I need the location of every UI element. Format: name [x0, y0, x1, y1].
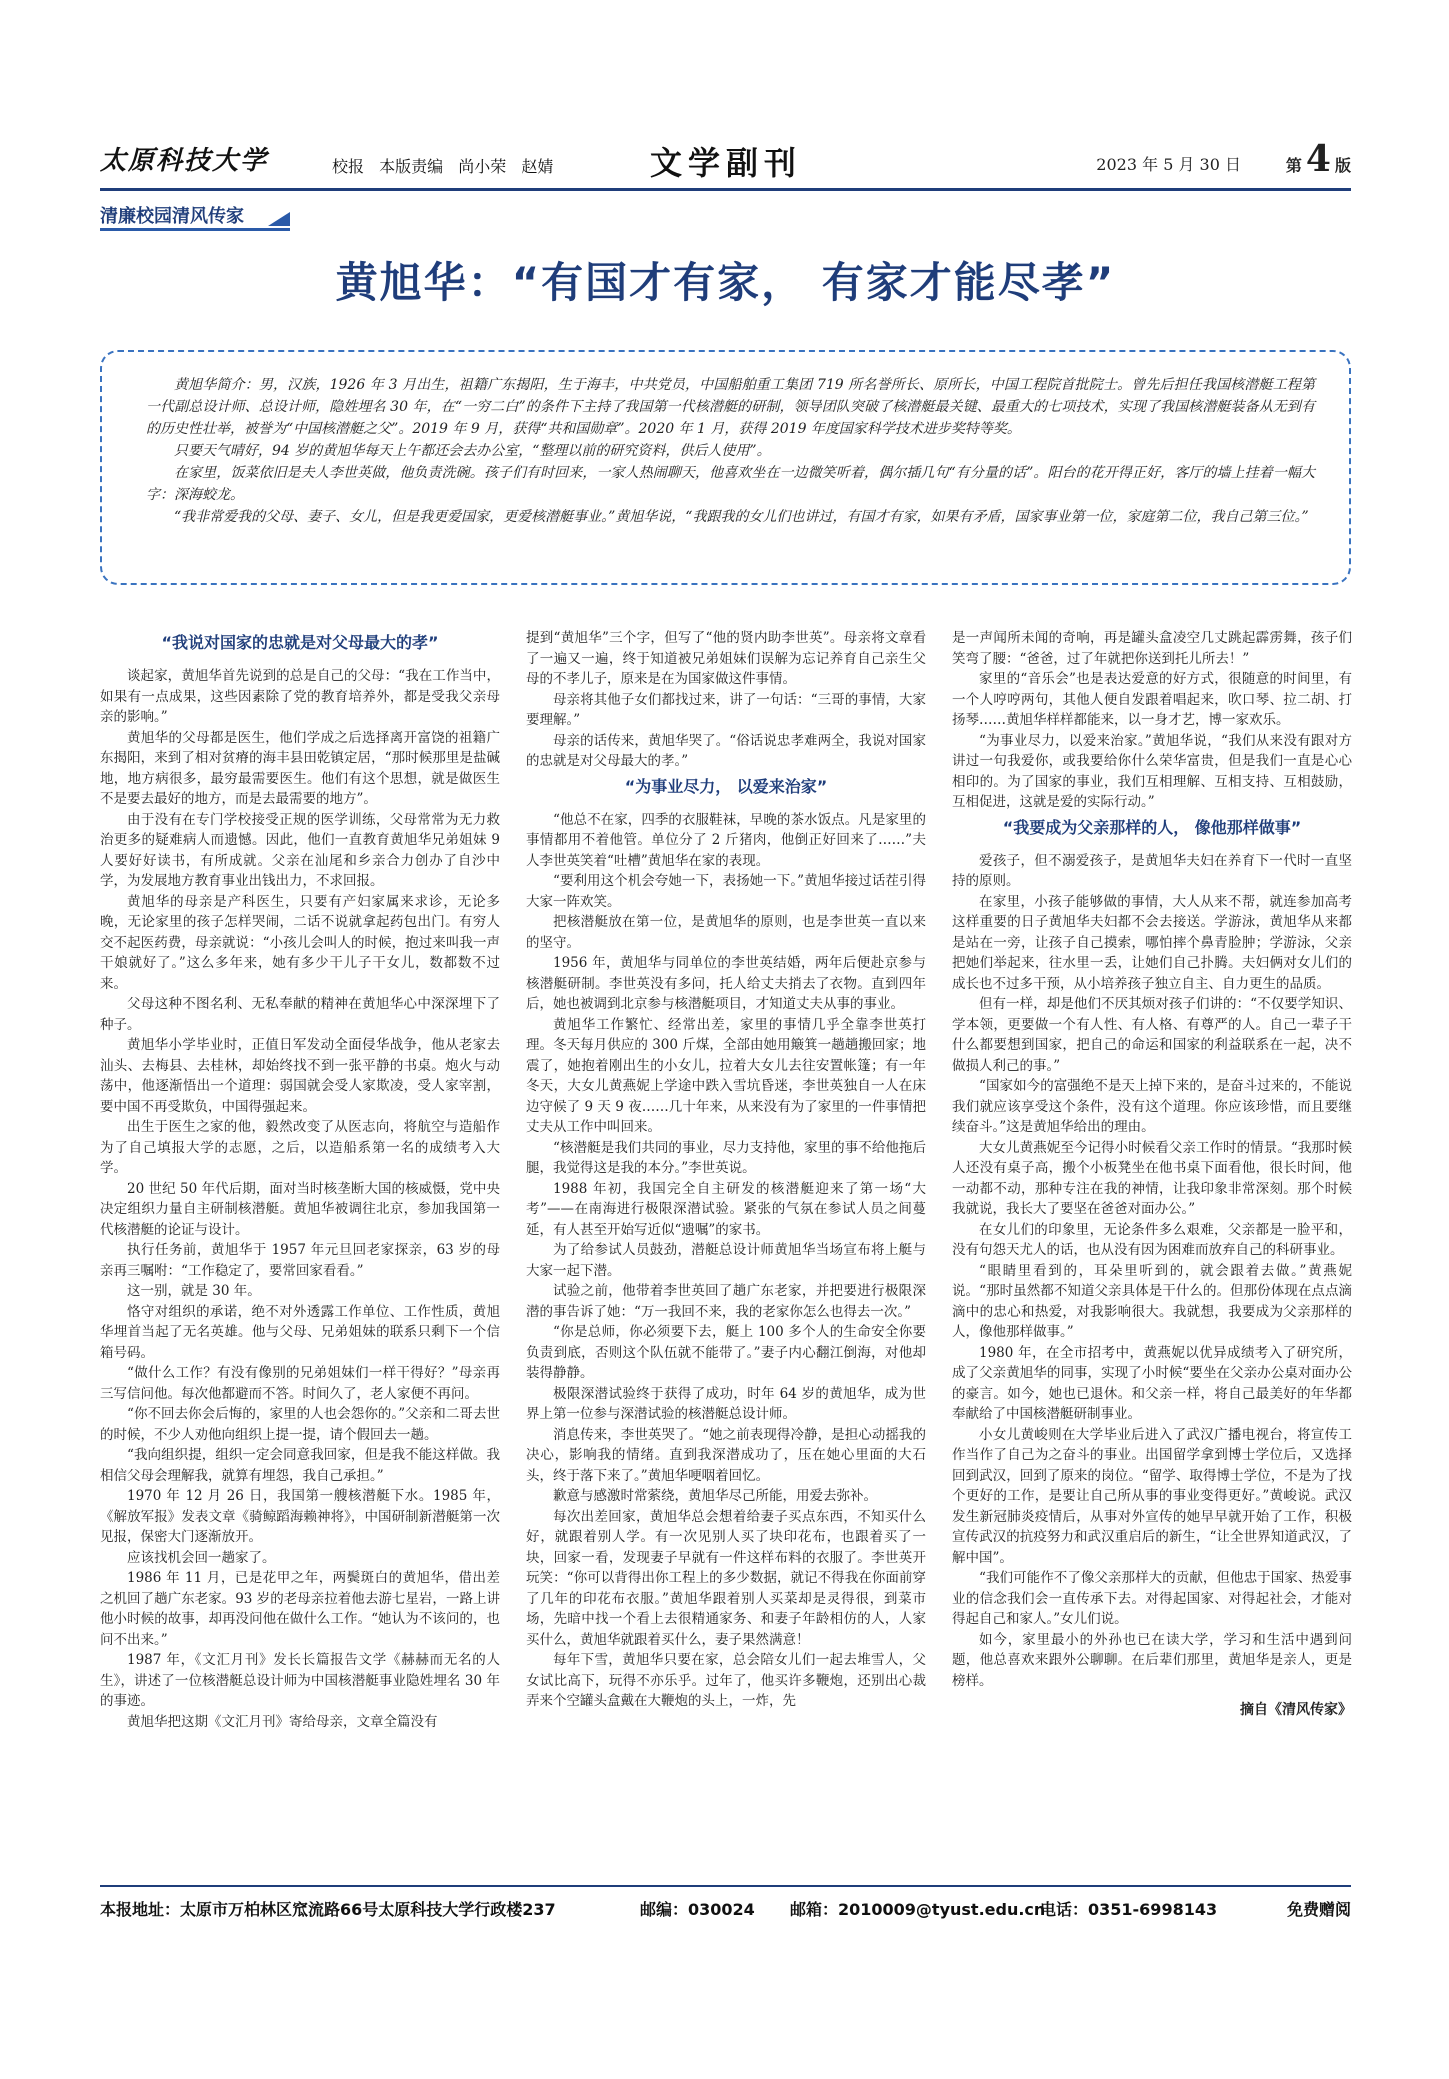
- editor-label: 本版责编: [379, 157, 444, 176]
- section-title: 文学副刊: [650, 144, 803, 182]
- body-paragraph: 1987 年，《文汇月刊》发长长篇报告文学《赫赫而无名的人生》，讲述了一位核潜艇总设计师为中国核潜艇事业隐姓埋名 30 年的事迹。: [100, 1652, 500, 1709]
- body-paragraph: “他总不在家，四季的衣服鞋袜，早晚的茶水饭点。凡是家里的事情都用不着他管。单位分了 2 斤猪肉，他倒正好回来了……”夫人李世英笑着“吐槽”黄旭华在家的表现。: [526, 811, 926, 869]
- body-paragraph: 歉意与感激时常萦绕，黄旭华尽己所能，用爱去弥补。: [553, 1488, 877, 1504]
- body-paragraph: 20 世纪 50 年代后期，面对当时核垄断大国的核威慑，党中央决定组织力量自主研制核潜艇。黄旭华被调往北京，参加我国第一代核潜艇的论证与设计。: [100, 1180, 500, 1238]
- body-paragraph: 提到“黄旭华”三个字，但写了“他的贤内助李世英”。母亲将文章看了一遍又一遍，终于知道被兄弟姐妹们误解为忘记养育自己亲生父母的不孝儿子，原来是在为国家做这件事情。: [526, 630, 926, 687]
- column-1: [100, 628, 500, 1873]
- body-paragraph: “你不回去你会后悔的，家里的人也会怨你的。”父亲和二哥去世的时候，不少人劝他向组织上提一提，请个假回去一趟。: [100, 1406, 500, 1443]
- subheading-3: “ 我要成为父亲那样的人， 像他那样做事 ”: [952, 817, 1352, 839]
- page-indicator: [1286, 138, 1351, 180]
- body-paragraph: 大女儿黄燕妮至今记得小时候看父亲工作时的情景。“我那时候人还没有桌子高，搬个小板凳坐在他书桌下面看他，很长时间，他一动都不动，那种专注在我的神情，让我印象非常深刻。那个时候我就说，我长大了要坚在爸爸对面办公。”: [952, 1139, 1352, 1217]
- body-paragraph: 由于没有在专门学校接受正规的医学训练，父母常常为无力救治更多的疑难病人而遗憾。因此，他们一直教育黄旭华兄弟姐妹 9 人要好好读书，有所成就。父亲在汕尾和乡亲合力创办了自沙中学，为发展地方教育事业出钱出力，不求回报。: [100, 811, 500, 889]
- body-paragraph: 但有一样，却是他们不厌其烦对孩子们讲的：“不仅要学知识、学本领，更要做一个有人性、有人格、有尊严的人。自己一辈子干什么都要想到国家，把自己的命运和国家的利益联系在一起，决不做损人利己的事。”: [952, 996, 1352, 1074]
- body-paragraph: 黄旭华小学毕业时，正值日军发动全面侵华战争，他从老家去汕头、去梅县、去桂林，却始终找不到一张平静的书桌。炮火与动荡中，他逐渐悟出一个道理：弱国就会受人家欺凌，受人家宰割，要中国不再受欺负，中国得强起来。: [100, 1037, 500, 1115]
- masthead: [100, 138, 1351, 184]
- column-3: [952, 628, 1352, 1873]
- body-paragraph: 谈起家，黄旭华首先说到的总是自己的父母：“我在工作当中，如果有一点成果，这些因素除了党的教育培养外，都是受我父亲母亲的影响。”: [100, 668, 500, 725]
- footer-free-note: 免费赠阅: [1286, 1900, 1351, 1919]
- body-paragraph: 执行任务前，黄旭华于 1957 年元旦回老家探亲，63 岁的母亲再三嘱咐：“工作稳定了，要常回家看看。”: [100, 1242, 500, 1279]
- column-tag-underline: [100, 228, 290, 231]
- paper-type: 校报: [332, 157, 365, 176]
- intro-paragraph: 黄旭华简介：男，汉族，1926 年 3 月出生，祖籍广东揭阳，生于海丰，中共党员，中国船舶重工集团 719 所名誉所长、原所长，中国工程院首批院士。曾先后担任我国核潜艇工程第一代副总设计师、总设计师，隐姓埋名 30 年，在“一穷二白”的条件下主持了我国第一代核潜艇的研制，领导团队突破了核潜艇最关键、最重大的七项技术，实现了我国核潜艇装备从无到有的历史性壮举，被誉为“中国核潜艇之父”。2019 年 9 月，获得“共和国勋章”。2020 年 1 月，获得 2019 年度国家科学技术进步奖特等奖。: [146, 377, 1315, 437]
- body-paragraph: 小女儿黄峻则在大学毕业后进入了武汉广播电视台，将宣传工作当作了自己为之奋斗的事业。出国留学拿到博士学位后，又选择回到武汉，回到了原来的岗位。“留学、取得博士学位，不是为了找个更好的工作，是要让自己所从事的事业变得更好。”黄峻说。武汉发生新冠肺炎疫情后，从事对外宣传的她早早就开始了工作，积极宣传武汉的抗疫努力和武汉重启后的新生，“让全世界知道武汉，了解中国”。: [952, 1426, 1352, 1566]
- body-paragraph: 爱孩子，但不溺爱孩子，是黄旭华夫妇在养育下一代时一直坚持的原则。: [952, 852, 1352, 889]
- article-body: [100, 628, 1352, 1873]
- body-paragraph: “要利用这个机会夸她一下，表扬她一下。”黄旭华接过话茬引得大家一阵欢笑。: [526, 873, 926, 910]
- article-headline: 黄旭华：“有国才有家， 有家才能尽孝”: [335, 258, 1116, 307]
- body-paragraph: “我向组织提，组织一定会同意我回家，但是我不能这样做。我相信父母会理解我，就算有埋怨，我自己承担。”: [100, 1447, 500, 1484]
- footer-phone: 电话：0351-6998143: [1040, 1900, 1218, 1919]
- body-paragraph: 父母这种不图名利、无私奉献的精神在黄旭华心中深深埋下了种子。: [100, 996, 500, 1033]
- body-paragraph: “眼睛里看到的，耳朵里听到的，就会跟着去做。”黄燕妮说。“那时虽然都不知道父亲具体是干什么的。但那份体现在点点滴滴中的忠心和热爱，对我影响很大。我就想，我要成为父亲那样的人，像他那样做事。”: [952, 1262, 1352, 1340]
- footer-rule: [100, 1885, 1351, 1887]
- body-paragraph: 家里的“音乐会”也是表达爱意的好方式，很随意的时间里，有一个人哼哼两句，其他人便自发跟着唱起来，吹口琴、拉二胡、打扬琴……黄旭华样样都能来，以一身才艺，博一家欢乐。: [952, 671, 1352, 728]
- editor-name-1: 尚小荣: [458, 157, 507, 176]
- body-paragraph: 试验之前，他带着李世英回了趟广东老家，并把要进行极限深潜的事告诉了她：“万一我回不来，我的老家你怎么也得去一次。”: [526, 1283, 926, 1320]
- body-paragraph: 应该找机会回一趟家了。: [127, 1549, 276, 1566]
- body-paragraph: 极限深潜试验终于获得了成功，时年 64 岁的黄旭华，成为世界上第一位参与深潜试验的核潜艇总设计师。: [526, 1385, 926, 1422]
- page-suffix: 版: [1334, 156, 1351, 175]
- issue-date: 2023 年 5 月 30 日: [1096, 155, 1241, 174]
- body-paragraph: 为了给参试人员鼓劲，潜艇总设计师黄旭华当场宣布将上艇与大家一起下潜。: [526, 1242, 926, 1279]
- body-paragraph: 黄旭华的父母都是医生，他们学成之后选择离开富饶的祖籍广东揭阳，来到了相对贫瘠的海丰县田乾镇定居，“那时候那里是盐碱地，地方病很多，最穷最需要医生。他们有这个思想，就是做医生不是要去最好的地方，而是去最需要的地方”。: [100, 729, 500, 807]
- subheading-1: “ 我说对国家的忠就是对父母最大的孝 ”: [100, 632, 500, 654]
- subheading-2: “ 为事业尽力， 以爱来治家 ”: [526, 776, 926, 798]
- body-paragraph: 这一别，就是 30 年。: [127, 1283, 261, 1299]
- body-paragraph: 黄旭华的母亲是产科医生，只要有产妇家属来求诊，无论多晚，无论家里的孩子怎样哭闹，二话不说就拿起药包出门。有穷人交不起医药费，母亲就说：“小孩儿会叫人的时候，抱过来叫我一声干娘就好了。”这么多年来，她有多少干儿子干女儿，数都数不过来。: [100, 893, 500, 992]
- source-credit: 摘自《清风传家》: [1240, 1702, 1352, 1718]
- footer-email: 邮箱：2010009@tyust.edu.cn: [790, 1900, 1046, 1919]
- editor-line: [332, 154, 553, 177]
- body-paragraph: 母亲将其他子女们都找过来，讲了一句话：“三哥的事情，大家要理解。”: [526, 691, 926, 728]
- column-2: [526, 628, 926, 1873]
- body-paragraph: 消息传来，李世英哭了。“她之前表现得冷静，是担心动摇我的决心，影响我的情绪。直到我深潜成功了，压在她心里面的大石头，终于落下来了。”黄旭华哽咽着回忆。: [526, 1426, 926, 1484]
- footer-address: 本报地址：太原市万柏林区窊流路66号太原科技大学行政楼237: [100, 1900, 556, 1919]
- page-number: 4: [1305, 138, 1331, 180]
- body-paragraph: 1986 年 11 月，已是花甲之年，两鬓斑白的黄旭华，借出差之机回了趟广东老家。93 岁的老母亲拉着他去游七星岩，一路上讲他小时候的故事，却再没问他在做什么工作。“她认为不该问的，也问不出来。”: [100, 1570, 500, 1648]
- editor-name-2: 赵婧: [521, 157, 554, 176]
- body-paragraph: “国家如今的富强绝不是天上掉下来的，是奋斗过来的，不能说我们就应该享受这个条件，没有这个道理。你应该珍惜，而且要继续奋斗。”这是黄旭华给出的理由。: [952, 1078, 1352, 1135]
- header-rule: [100, 188, 1351, 191]
- body-paragraph: 如今，家里最小的外孙也已在读大学，学习和生活中遇到问题，他总喜欢来跟外公聊聊。在后辈们那里，黄旭华是亲人，更是榜样。: [952, 1631, 1352, 1689]
- intro-paragraph: “我非常爱我的父母、妻子、女儿，但是我更爱国家，更爱核潜艇事业。”黄旭华说，“我跟我的女儿们也讲过，有国才有家，如果有矛盾，国家事业第一位，家庭第二位，我自己第三位。”: [174, 509, 1309, 525]
- intro-box: [100, 350, 1351, 585]
- footer: [100, 1897, 1351, 1925]
- body-paragraph: 在女儿们的印象里，无论条件多么艰难，父亲都是一脸平和，没有句怨天尤人的话，也从没有因为困难而放弃自己的科研事业。: [952, 1221, 1352, 1258]
- body-paragraph: 1988 年初，我国完全自主研发的核潜艇迎来了第一场“大考”——在南海进行极限深潜试验。紧张的气氛在参试人员之间蔓延，有人甚至开始写近似“遗嘱”的家书。: [526, 1180, 926, 1238]
- triangle-icon: [268, 212, 290, 226]
- column-tag-label: 清廉校园清风传家: [100, 206, 244, 227]
- body-paragraph: “我们可能作不了像父亲那样大的贡献，但他忠于国家、热爱事业的信念我们会一直传承下去。对得起国家、对得起社会，才能对得起自己和家人。”女儿们说。: [952, 1570, 1352, 1627]
- body-paragraph: “做什么工作？有没有像别的兄弟姐妹们一样干得好？”母亲再三写信问他。每次他都避而不答。时间久了，老人家便不再问。: [100, 1365, 500, 1402]
- body-paragraph: “为事业尽力，以爱来治家。”黄旭华说，“我们从来没有跟对方讲过一句我爱你，或我要给你什么荣华富贵，但是我们一直是心心相印的。为了国家的事业，我们互相理解、互相支持、互相鼓励，互相促进，这就是爱的实际行动。”: [952, 732, 1352, 810]
- body-paragraph: 恪守对组织的承诺，绝不对外透露工作单位、工作性质，黄旭华埋首当起了无名英雄。他与父母、兄弟姐妹的联系只剩下一个信箱号码。: [100, 1303, 500, 1361]
- body-paragraph: 母亲的话传来，黄旭华哭了。“俗话说忠孝难两全，我说对国家的忠就是对父母最大的孝。”: [526, 732, 926, 769]
- body-paragraph: “你是总师，你必须要下去，艇上 100 多个人的生命安全你要负责到底，否则这个队伍就不能带了。”妻子内心翻江倒海，对他却装得静静。: [526, 1324, 926, 1381]
- column-tag: [100, 202, 290, 232]
- body-paragraph: 黄旭华把这期《文汇月刊》寄给母亲，文章全篇没有: [127, 1713, 438, 1730]
- body-paragraph: 每次出差回家，黄旭华总会想着给妻子买点东西，不知买什么好，就跟着别人学。有一次见别人买了块印花布，也跟着买了一块，回家一看，发现妻子早就有一件这样布料的衣服了。李世英开玩笑：“你可以背得出你工程上的多少数据，就记不得我在你面前穿了几年的印花布衣服。”黄旭华跟着别人买菜却是灵得很，到菜市场，先暗中找一个看上去很精通家务、和妻子年龄相仿的人，人家买什么，黄旭华就跟着买什么，妻子果然满意！: [526, 1508, 926, 1648]
- body-paragraph: 1980 年，在全市招考中，黄燕妮以优异成绩考入了研究所，成了父亲黄旭华的同事，实现了小时候“要坐在父亲办公桌对面办公的豪言。如今，她也已退休。和父亲一样，将自己最美好的年华都奉献给了中国核潜艇研制事业。: [952, 1344, 1352, 1422]
- body-paragraph: 1970 年 12 月 26 日，我国第一艘核潜艇下水。1985 年，《解放军报》发表文章《骑鲸蹈海赖神将》，中国研制新潜艇第一次见报，保密大门逐渐放开。: [100, 1488, 500, 1545]
- body-paragraph: 在家里，小孩子能够做的事情，大人从来不帮，就连参加高考这样重要的日子黄旭华夫妇都不会去接送。学游泳，黄旭华从来都是站在一旁，让孩子自己摸索，哪怕摔个鼻青脸肿；学游泳，父亲把她们举起来，往水里一丢，让她们自己扑腾。夫妇俩对女儿们的成长也不过多干预，从小培养孩子独立自主、自力更生的品质。: [952, 893, 1352, 992]
- page-prefix: 第: [1285, 156, 1302, 175]
- intro-paragraph: 只要天气晴好，94 岁的黄旭华每天上午都还会去办公室，“整理以前的研究资料，供后人使用”。: [174, 443, 771, 459]
- body-paragraph: 1956 年，黄旭华与同单位的李世英结婚，两年后便赴京参与核潜艇研制。李世英没有多问，托人给丈夫捎去了衣物。直到四年后，她也被调到北京参与核潜艇项目，才知道丈夫从事的事业。: [526, 955, 926, 1012]
- body-paragraph: 出生于医生之家的他，毅然改变了从医志向，将航空与造船作为了自己填报大学的志愿，之后，以造船系第一名的成绩考入大学。: [100, 1119, 500, 1176]
- university-logo: 太原科技大学: [100, 146, 269, 176]
- body-paragraph: 把核潜艇放在第一位，是黄旭华的原则，也是李世英一直以来的坚守。: [526, 914, 926, 951]
- body-paragraph: 是一声闻所未闻的奇响，再是罐头盒凌空几丈跳起霹雳舞，孩子们笑弯了腰：“爸爸，过了年就把你送到托儿所去！”: [952, 630, 1352, 667]
- intro-paragraph: 在家里，饭菜依旧是夫人李世英做，他负责洗碗。孩子们有时回来，一家人热闹聊天，他喜欢坐在一边微笑听着，偶尔插几句“有分量的话”。阳台的花开得正好，客厅的墙上挂着一幅大字：深海蛟龙。: [146, 465, 1315, 503]
- body-paragraph: “核潜艇是我们共同的事业，尽力支持他，家里的事不给他拖后腿，我觉得这是我的本分。”李世英说。: [526, 1139, 926, 1176]
- footer-postcode: 邮编：030024: [640, 1900, 755, 1919]
- body-paragraph: 每年下雪，黄旭华只要在家，总会陪女儿们一起去堆雪人，父女试比高下，玩得不亦乐乎。过年了，他买许多鞭炮，还别出心裁弄来个空罐头盒戴在大鞭炮的头上，一炸，先: [526, 1652, 926, 1709]
- body-paragraph: 黄旭华工作繁忙、经常出差，家里的事情几乎全靠李世英打理。冬天每月供应的 300 斤煤，全部由她用簸箕一趟趟搬回家；地震了，她抱着刚出生的小女儿，拉着大女儿去往安置帐篷；有一年冬天，大女儿黄燕妮上学途中跌入雪坑昏迷，李世英独自一人在床边守候了 9 天 9 夜……几十年来，从来没有为了家里的一件事情把丈夫从工作中叫回来。: [526, 1016, 926, 1135]
